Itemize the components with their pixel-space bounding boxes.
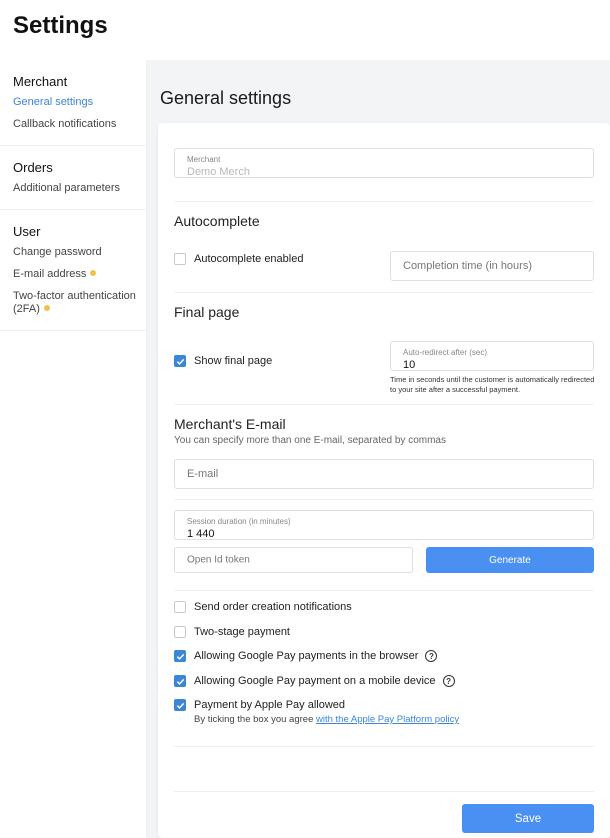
help-icon[interactable]: ? bbox=[443, 675, 455, 687]
warning-dot-icon bbox=[44, 305, 50, 311]
send-order-notifications-row[interactable] bbox=[174, 601, 352, 613]
show-final-page-checkbox-row[interactable] bbox=[174, 355, 272, 367]
email-placeholder: E-mail bbox=[187, 468, 219, 480]
main-content bbox=[147, 60, 610, 838]
sidebar-group-merchant bbox=[0, 60, 146, 146]
merchant-field-label: Merchant bbox=[187, 155, 221, 164]
show-final-page-label: Show final page bbox=[194, 355, 273, 367]
send-order-notifications-checkbox[interactable] bbox=[174, 601, 186, 613]
divider bbox=[174, 404, 594, 405]
completion-time-placeholder: Completion time (in hours) bbox=[403, 260, 532, 272]
open-id-token-input[interactable] bbox=[174, 547, 413, 573]
autocomplete-checkbox-label: Autocomplete enabled bbox=[194, 253, 304, 265]
email-input[interactable] bbox=[174, 459, 594, 489]
sidebar-group-user bbox=[0, 210, 146, 331]
divider bbox=[174, 746, 594, 747]
sidebar-item-label: E-mail address bbox=[13, 268, 87, 280]
session-duration-label: Session duration (in minutes) bbox=[187, 517, 291, 526]
auto-redirect-input[interactable] bbox=[390, 341, 594, 371]
generate-button[interactable]: Generate bbox=[426, 547, 594, 573]
apple-pay-note-text: By ticking the box you agree bbox=[194, 714, 316, 725]
session-duration-input[interactable] bbox=[174, 510, 594, 540]
two-stage-payment-row[interactable] bbox=[174, 626, 290, 638]
sidebar-heading-user: User bbox=[13, 224, 41, 239]
merchant-email-heading: Merchant's E-mail bbox=[174, 416, 286, 432]
session-duration-value: 1 440 bbox=[187, 528, 215, 540]
google-pay-browser-row[interactable] bbox=[174, 650, 437, 662]
apple-pay-checkbox[interactable] bbox=[174, 699, 186, 711]
apple-pay-note bbox=[194, 714, 459, 725]
divider bbox=[174, 499, 594, 500]
apple-pay-policy-link[interactable]: with the Apple Pay Platform policy bbox=[316, 714, 460, 725]
auto-redirect-note: Time in seconds until the customer is automatically redirected to your site after a successful payment. bbox=[390, 375, 595, 394]
check-icon bbox=[176, 677, 185, 686]
page-title: Settings bbox=[13, 12, 108, 39]
divider bbox=[174, 791, 594, 792]
sidebar-item-change-password[interactable]: Change password bbox=[13, 246, 102, 258]
show-final-page-checkbox[interactable] bbox=[174, 355, 186, 367]
check-icon bbox=[176, 357, 185, 366]
google-pay-browser-label: Allowing Google Pay payments in the browser bbox=[194, 650, 419, 662]
save-button[interactable]: Save bbox=[462, 804, 594, 833]
sidebar-item-label: Two-factor authentication (2FA) bbox=[13, 290, 136, 315]
final-page-heading: Final page bbox=[174, 304, 240, 320]
merchant-field bbox=[174, 148, 594, 178]
check-icon bbox=[176, 701, 185, 710]
google-pay-browser-checkbox[interactable] bbox=[174, 650, 186, 662]
completion-time-input[interactable] bbox=[390, 251, 594, 281]
sidebar-item-additional-parameters[interactable]: Additional parameters bbox=[13, 182, 121, 194]
google-pay-mobile-label: Allowing Google Pay payment on a mobile device bbox=[194, 675, 436, 687]
google-pay-mobile-checkbox[interactable] bbox=[174, 675, 186, 687]
auto-redirect-label: Auto-redirect after (sec) bbox=[403, 348, 488, 357]
two-stage-payment-checkbox[interactable] bbox=[174, 626, 186, 638]
sidebar-heading-orders: Orders bbox=[13, 160, 53, 175]
autocomplete-checkbox-row[interactable] bbox=[174, 253, 303, 265]
send-order-notifications-label: Send order creation notifications bbox=[194, 601, 352, 613]
settings-card bbox=[158, 123, 610, 838]
divider bbox=[174, 201, 594, 202]
auto-redirect-value: 10 bbox=[403, 359, 416, 371]
sidebar bbox=[0, 60, 147, 838]
merchant-email-subtext: You can specify more than one E-mail, separated by commas bbox=[174, 435, 446, 446]
sidebar-item-email-address[interactable] bbox=[13, 268, 146, 281]
open-id-token-placeholder: Open Id token bbox=[187, 554, 250, 566]
divider bbox=[174, 292, 594, 293]
help-icon[interactable]: ? bbox=[425, 650, 437, 662]
autocomplete-checkbox[interactable] bbox=[174, 253, 186, 265]
merchant-field-value: Demo Merch bbox=[187, 166, 250, 178]
divider bbox=[174, 590, 594, 591]
sidebar-item-callback-notifications[interactable]: Callback notifications bbox=[13, 118, 117, 130]
autocomplete-heading: Autocomplete bbox=[174, 213, 260, 229]
section-title: General settings bbox=[160, 88, 292, 108]
google-pay-mobile-row[interactable] bbox=[174, 675, 455, 687]
check-icon bbox=[176, 652, 185, 661]
warning-dot-icon bbox=[90, 270, 96, 276]
two-stage-payment-label: Two-stage payment bbox=[194, 626, 290, 638]
sidebar-item-2fa[interactable] bbox=[13, 290, 146, 316]
apple-pay-label: Payment by Apple Pay allowed bbox=[194, 699, 346, 711]
sidebar-group-orders bbox=[0, 146, 146, 210]
apple-pay-row[interactable] bbox=[174, 699, 345, 711]
sidebar-item-general-settings[interactable]: General settings bbox=[13, 96, 94, 108]
sidebar-heading-merchant: Merchant bbox=[13, 74, 68, 89]
